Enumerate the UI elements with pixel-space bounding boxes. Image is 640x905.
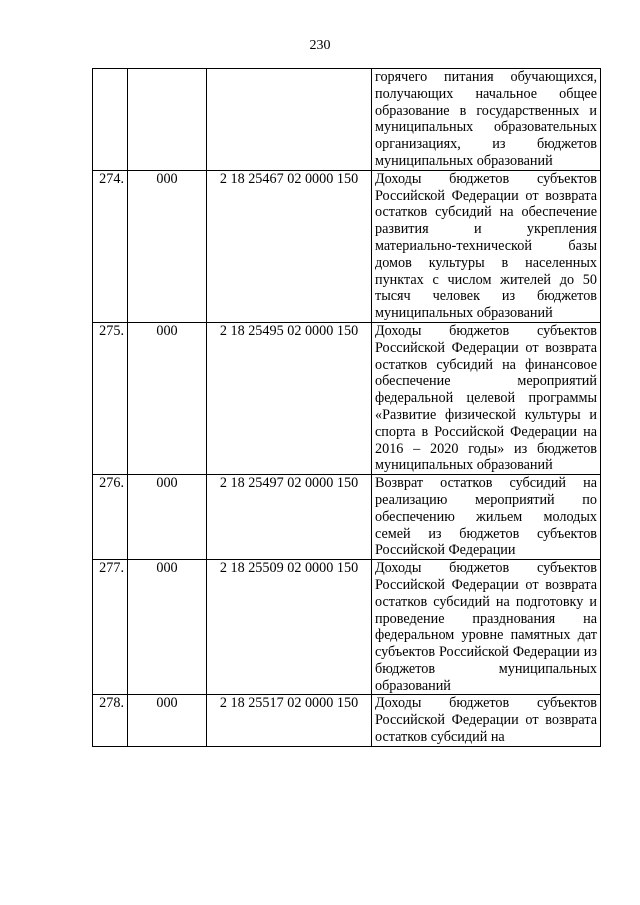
table-row: [93, 475, 601, 560]
budget-code-cell: 2 18 25495 02 0000 150: [207, 322, 372, 474]
budget-code-cell: 2 18 25497 02 0000 150: [207, 475, 372, 560]
row-number-cell: 278.: [93, 695, 128, 746]
admin-code-cell: [128, 69, 207, 171]
row-number-cell: [93, 69, 128, 171]
admin-code-cell: 000: [128, 322, 207, 474]
budget-codes-table: [92, 68, 601, 747]
income-name-cell: Доходы бюджетов субъектов Российской Федерации от возврата остатков субсидий на финансовое обеспечение мероприятий федеральной целевой программы «Развитие физической культуры и спорта в Российской Федерации на 2016 – 2020 годы» из бюджетов муниципальных образований: [372, 322, 601, 474]
admin-code-cell: 000: [128, 560, 207, 695]
budget-code-cell: 2 18 25509 02 0000 150: [207, 560, 372, 695]
row-number-cell: 275.: [93, 322, 128, 474]
admin-code-cell: 000: [128, 170, 207, 322]
row-number-cell: 276.: [93, 475, 128, 560]
budget-code-cell: 2 18 25467 02 0000 150: [207, 170, 372, 322]
table-row: [93, 322, 601, 474]
income-name-cell: Доходы бюджетов субъектов Российской Федерации от возврата остатков субсидий на подготовку и проведение празднования на федеральном уровне памятных дат субъектов Российской Федерации из бюджетов муниципальных образований: [372, 560, 601, 695]
admin-code-cell: 000: [128, 695, 207, 746]
page-number: 230: [309, 38, 331, 53]
income-name-cell: Доходы бюджетов субъектов Российской Федерации от возврата остатков субсидий на: [372, 695, 601, 746]
table-row: [93, 170, 601, 322]
row-number-cell: 274.: [93, 170, 128, 322]
table-row: [93, 69, 601, 171]
income-name-cell: Возврат остатков субсидий на реализацию мероприятий по обеспечению жильем молодых семей из бюджетов субъектов Российской Федерации: [372, 475, 601, 560]
table-row: [93, 560, 601, 695]
budget-code-cell: 2 18 25517 02 0000 150: [207, 695, 372, 746]
income-name-cell: Доходы бюджетов субъектов Российской Федерации от возврата остатков субсидий на обеспечение развития и укрепления материально-технической базы домов культуры в населенных пунктах с числом жителей до 50 тысяч человек из бюджетов муниципальных образований: [372, 170, 601, 322]
row-number-cell: 277.: [93, 560, 128, 695]
budget-code-cell: [207, 69, 372, 171]
admin-code-cell: 000: [128, 475, 207, 560]
income-name-cell: горячего питания обучающихся, получающих начальное общее образование в государственных и муниципальных образовательных организациях, из бюджетов муниципальных образований: [372, 69, 601, 171]
table-row: [93, 695, 601, 746]
